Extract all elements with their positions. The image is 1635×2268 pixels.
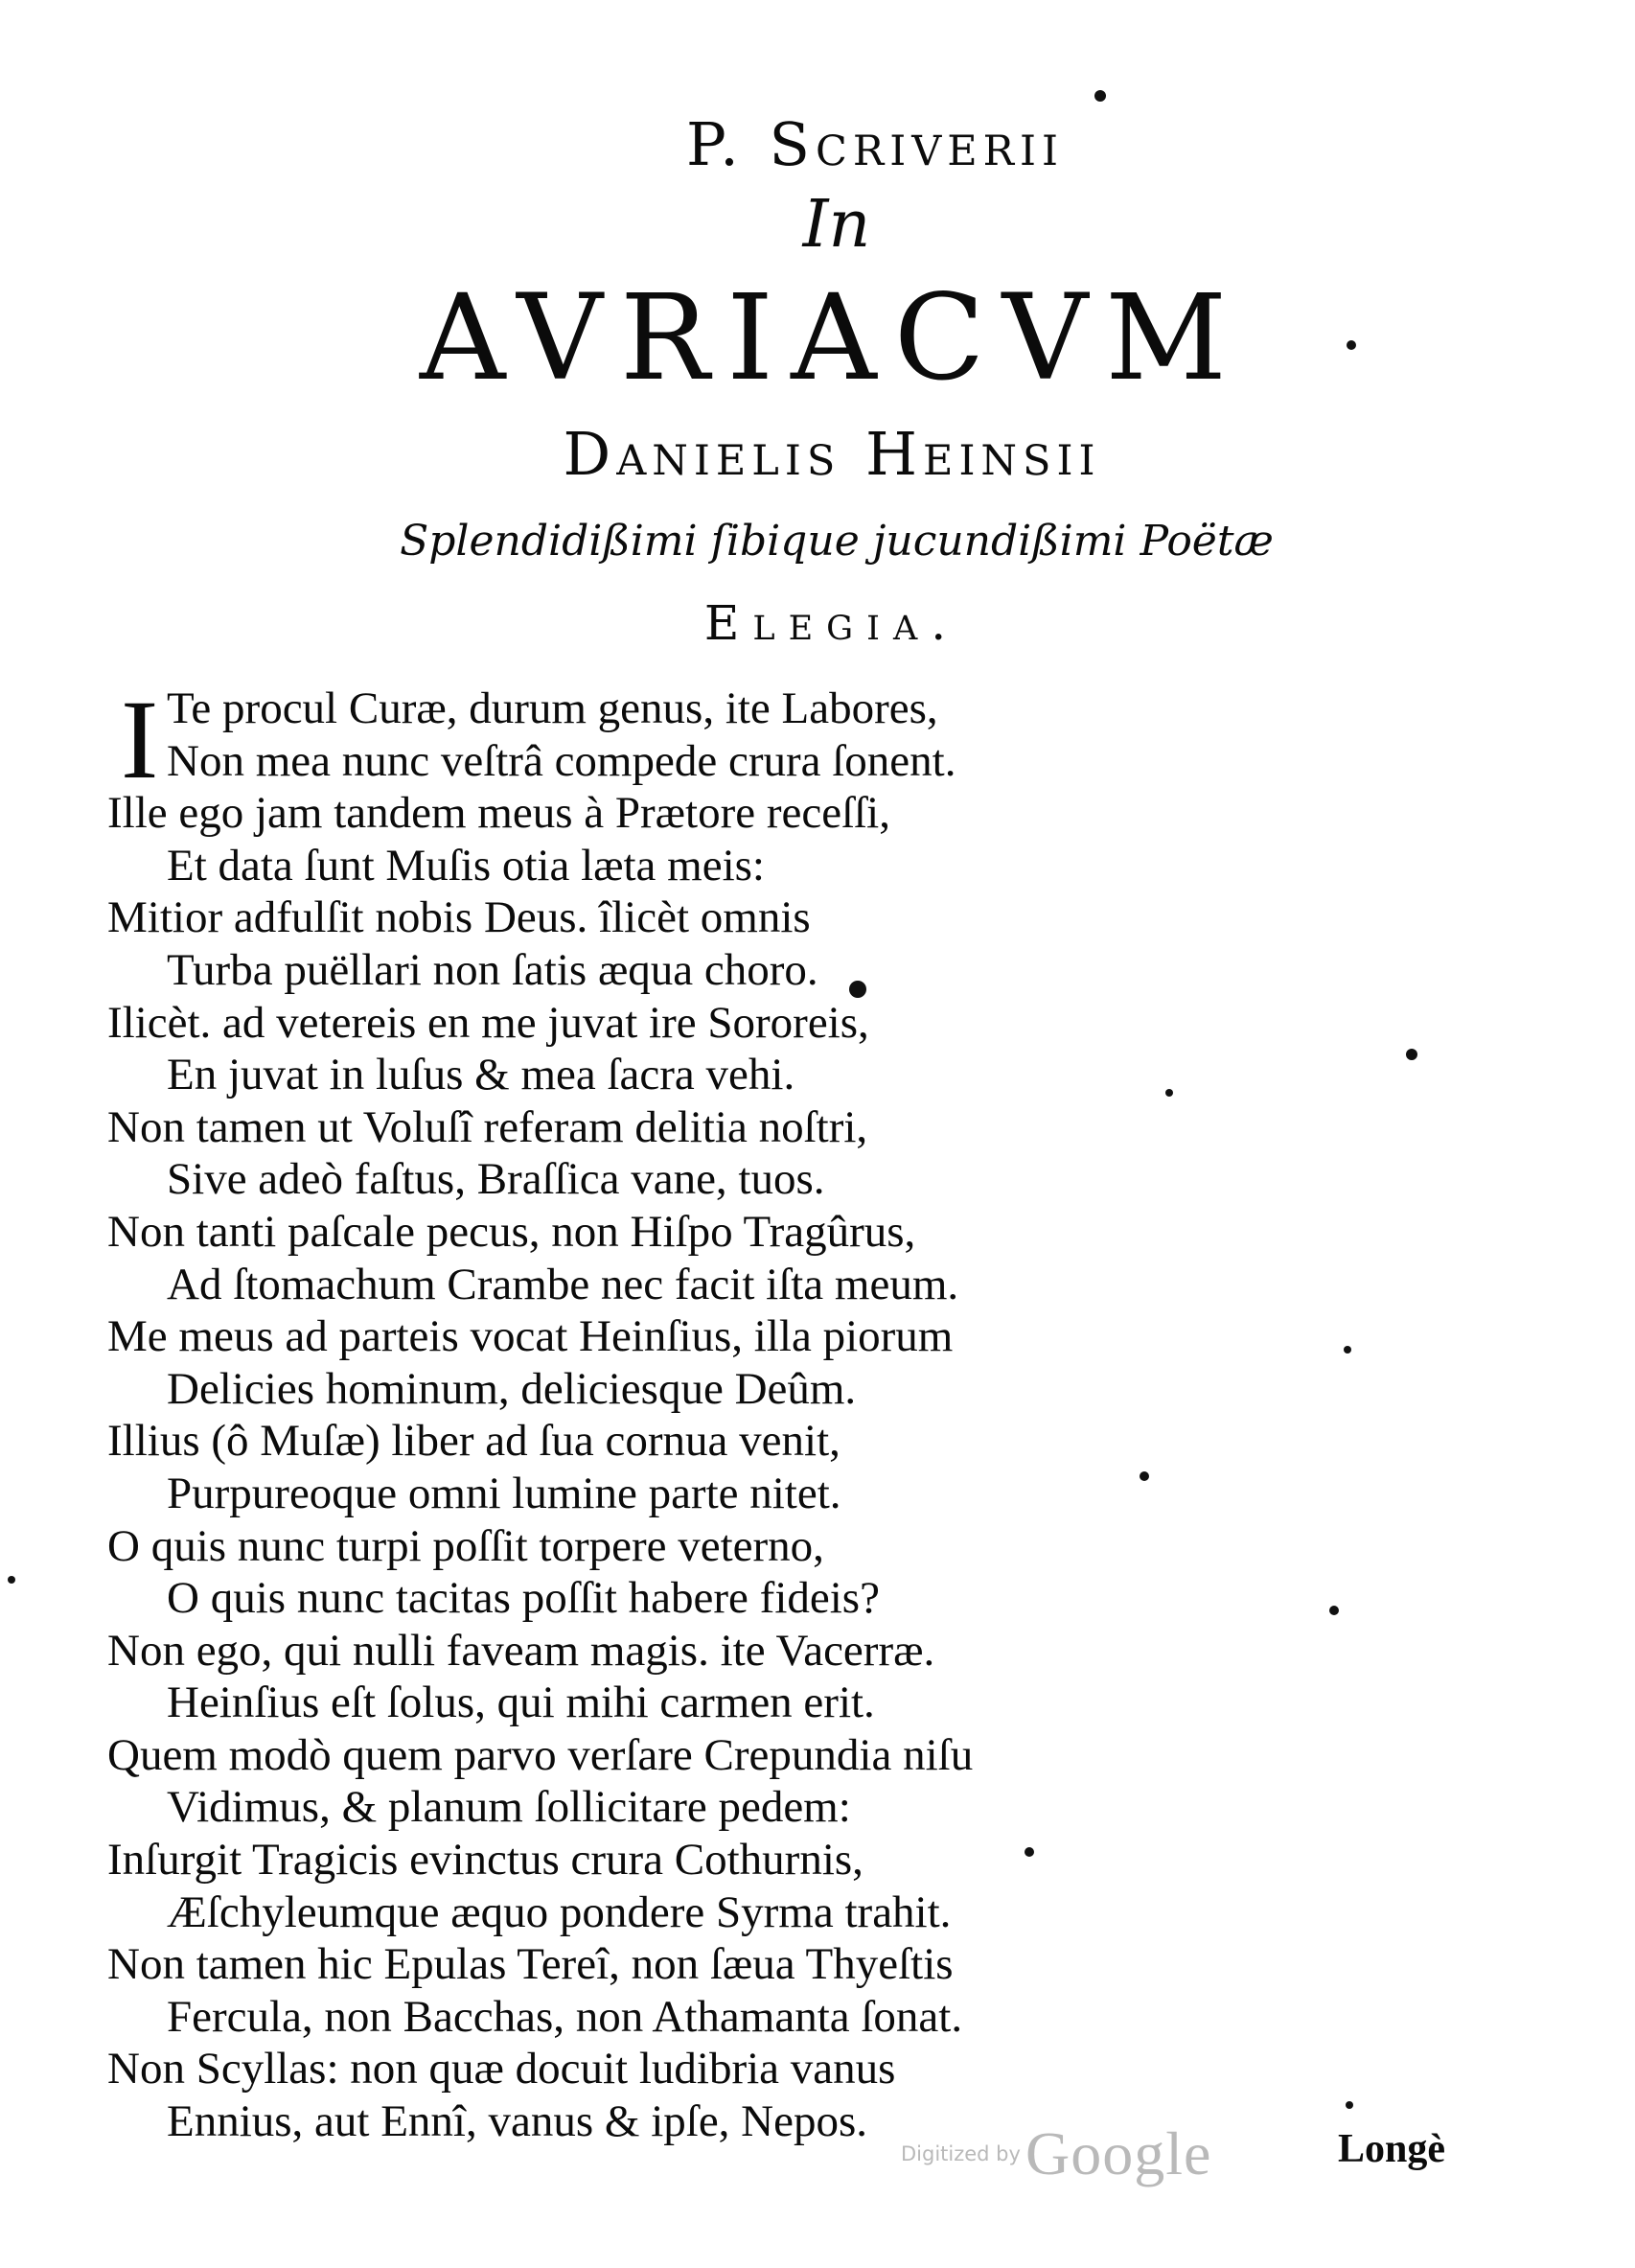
verse-line: Delicies hominum, deliciesque Deûm. [167,1363,857,1414]
verse-line: Te procul Curæ, durum genus, ite Labores, [167,683,938,733]
verse-line: O quis nunc turpi poſſit torpere veterno, [107,1520,824,1571]
verse-line: Non ego, qui nulli faveam magis. ite Vacerræ. [107,1625,935,1676]
epithet-line: Splendidißimi ſibique jucundißimi Poëtæ [400,517,1274,566]
watermark-brand: Google [1025,2119,1212,2187]
ink-speck [1329,1606,1339,1615]
watermark-prefix: Digitized by [901,2142,1021,2165]
ink-speck [1347,340,1356,350]
verse-line: Illius (ô Muſæ) liber ad ſua cornua venit, [107,1416,841,1467]
verse-line: Non tamen ut Voluſî referam delitia noſtri, [107,1101,868,1152]
ink-speck [1140,1471,1149,1481]
verse-line: Mitior adfulſit nobis Deus. îlicèt omnis [107,892,811,943]
ink-speck [1025,1847,1034,1857]
ink-speck [8,1576,15,1584]
verse-line: Me meus ad parteis vocat Heinſius, illa piorum [107,1311,954,1362]
ink-speck [1094,90,1106,102]
verse-line: Purpureoque omni lumine parte nitet. [167,1468,841,1518]
ink-speck [1346,2101,1353,2109]
poem-title: AVRIACVM [419,269,1245,407]
verse-line: Fercula, non Bacchas, non Athamanta ſonat. [167,1991,963,2042]
genre-heading: Elegia. [703,595,960,651]
verse-line: Quem modò quem parvo verſare Crepundia niſu [107,1729,974,1780]
verse-line: Heinſius eſt ſolus, qui mihi carmen erit. [167,1678,875,1728]
ink-speck [849,981,866,998]
verse-line: O quis nunc tacitas poſſit habere fideis? [167,1573,880,1624]
verse-line: Non tamen hic Epulas Tereî, non ſæua Thyeſtis [107,1939,954,1990]
ink-speck [1406,1049,1417,1060]
verse-line: Æſchyleumque æquo pondere Syrma trahit. [167,1886,952,1937]
verse-line: Vidimus, & planum ſollicitare pedem: [167,1782,851,1833]
verse-line: Turba puëllari non ſatis æqua choro. [167,944,818,995]
verse-line: Inſurgit Tragicis evinctus crura Cothurnis, [107,1835,864,1886]
verse-line: Non mea nunc veſtrâ compede crura ſonent. [167,735,956,786]
verse-line: Non Scyllas: non quæ docuit ludibria vanus [107,2044,896,2094]
verse-line: Ennius, aut Ennî, vanus & ipſe, Nepos. [167,2096,868,2147]
ink-speck [1344,1346,1351,1354]
drop-initial: I [121,677,159,802]
verse-line: Et data ſunt Muſis otia læta meis: [167,840,765,891]
author-heading: P. Scriverii [685,109,1065,179]
verse-line: Non tanti paſcale pecus, non Hiſpo Tragûrus, [107,1206,916,1257]
verse-line: Sive adeò faſtus, Braſſica vane, tuos. [167,1154,825,1205]
catchword: Longè [1338,2127,1446,2171]
preposition-heading: In [802,187,871,263]
verse-line: Ille ego jam tandem meus à Prætore receſſi, [107,788,890,839]
verse-line: Ad ſtomachum Crambe nec facit iſta meum. [167,1259,959,1309]
verse-line: En juvat in luſus & mea ſacra vehi. [167,1050,795,1100]
ink-speck [1165,1089,1173,1097]
verse-line: Ilicèt. ad vetereis en me juvat ire Sororeis, [107,997,869,1048]
subject-heading: Danielis Heinsii [563,419,1101,489]
